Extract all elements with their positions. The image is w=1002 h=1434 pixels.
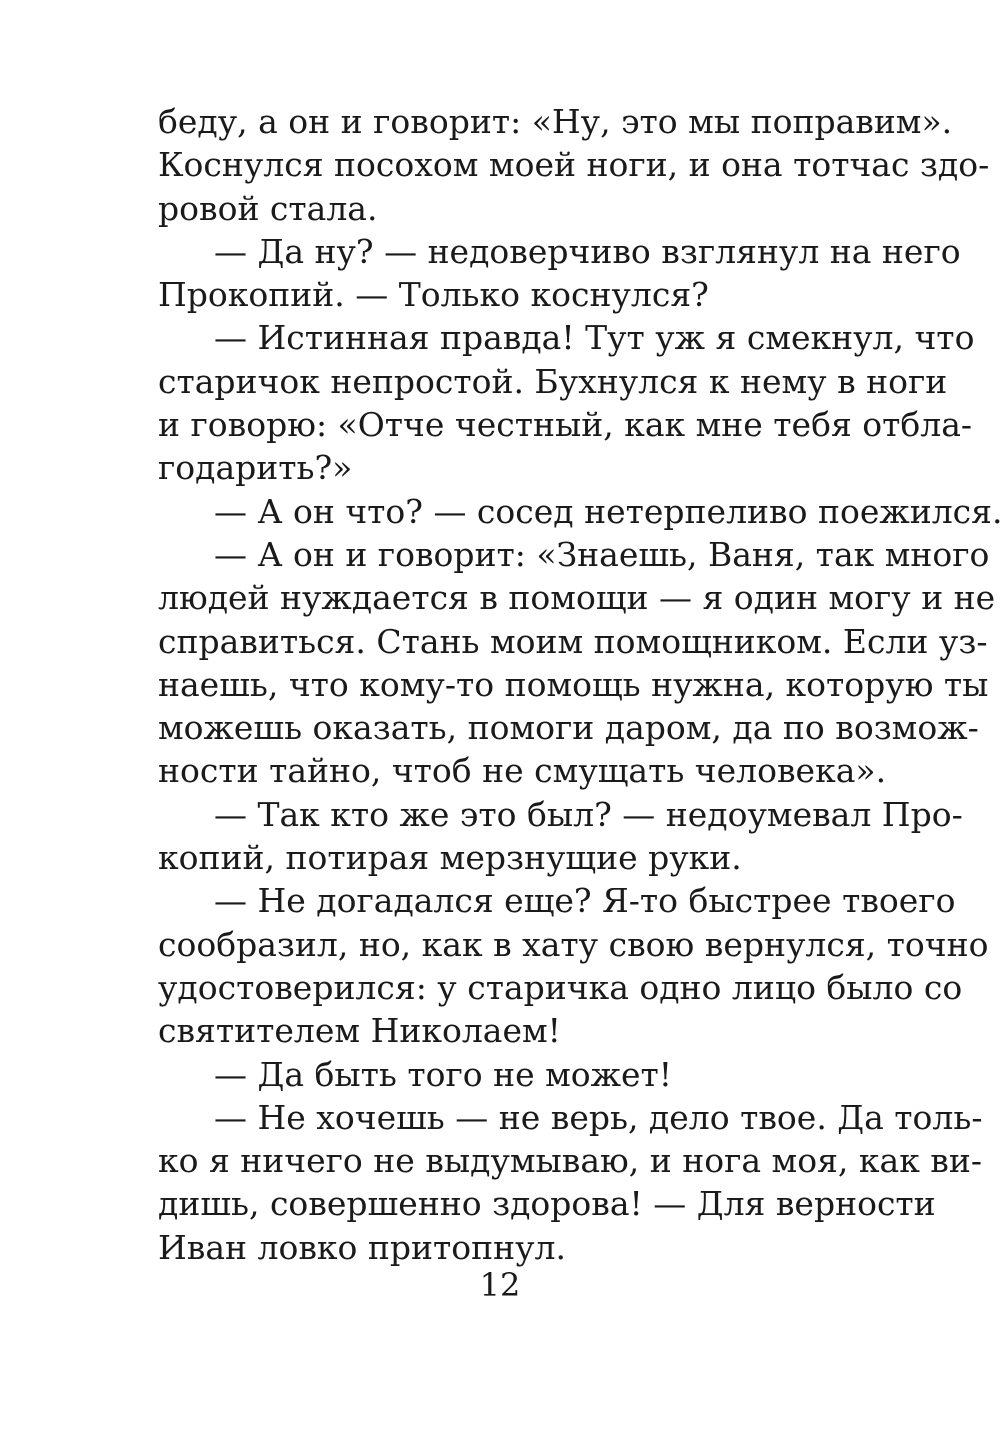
text-line: годарить?»	[158, 448, 353, 488]
text-line: — Не хочешь — не верь, дело твое. Да толь-	[214, 1097, 983, 1137]
page-number: 12	[479, 1266, 521, 1304]
text-line: можешь оказать, помоги даром, да по возмож-	[158, 708, 979, 748]
text-line: справиться. Стань моим помощником. Если уз-	[158, 621, 988, 661]
text-line: сообразил, но, как в хату свою вернулся, точно	[158, 924, 989, 964]
text-line: копий, потирая мерзнущие руки.	[158, 838, 742, 878]
text-line: наешь, что кому-то помощь нужна, которую ты	[158, 664, 989, 704]
text-line: ности тайно, чтоб не смущать человека».	[158, 751, 887, 791]
text-line: — Не догадался еще? Я-то быстрее твоего	[214, 881, 956, 921]
text-line: старичок непростой. Бухнулся к нему в ноги	[158, 361, 948, 401]
text-line: — А он и говорит: «Знаешь, Ваня, так много	[214, 534, 990, 574]
text-line: беду, а он и говорит: «Ну, это мы поправим».	[158, 102, 953, 141]
text-line: — Да быть того не может!	[214, 1054, 673, 1094]
body-text	[158, 100, 1002, 1269]
text-line: — Так кто же это был? — недоумевал Про-	[214, 794, 963, 834]
text-line: — А он что? — сосед нетерпеливо поежился.	[214, 491, 1002, 531]
text-line: людей нуждается в помощи — я один могу и не	[158, 578, 996, 618]
text-line: — Истинная правда! Тут уж я смекнул, что	[214, 318, 975, 358]
text-line: — Да ну? — недоверчиво взглянул на него	[214, 231, 961, 271]
text-line: удостоверился: у старичка одно лицо было со	[158, 967, 963, 1007]
text-line: Коснулся посохом моей ноги, и она тотчас здо-	[158, 145, 990, 185]
text-line: святителем Николаем!	[158, 1011, 561, 1051]
text-line: ровой стала.	[158, 188, 378, 228]
text-line: и говорю: «Отче честный, как мне тебя отбла-	[158, 405, 973, 445]
text-line: Иван ловко притопнул.	[158, 1227, 567, 1267]
text-line: ко я ничего не выдумываю, и нога моя, как ви-	[158, 1141, 983, 1181]
text-line: дишь, совершенно здорова! — Для верности	[158, 1184, 936, 1224]
text-line: Прокопий. — Только коснулся?	[158, 275, 709, 315]
